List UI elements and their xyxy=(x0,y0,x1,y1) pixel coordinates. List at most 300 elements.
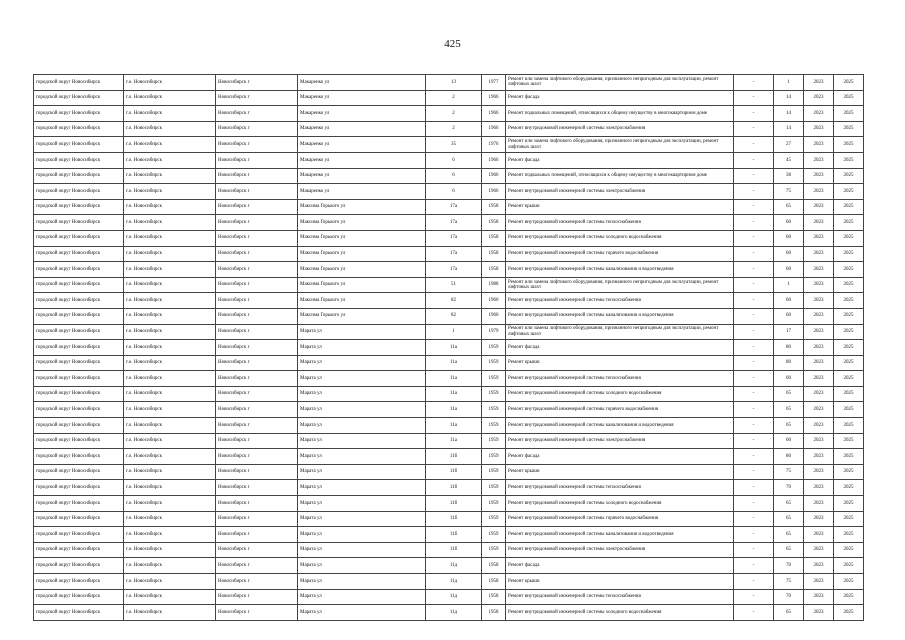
municipality-cell: городской округ Новосибирск xyxy=(34,480,124,496)
house-cell: 11б xyxy=(426,480,482,496)
volume-cell: 70 xyxy=(774,480,804,496)
start-year-cell: 2023 xyxy=(804,230,834,246)
year-cell: 1959 xyxy=(482,340,506,356)
city-cell: Новосибирск г xyxy=(216,324,298,340)
table-row xyxy=(34,574,864,590)
end-year-cell: 2025 xyxy=(834,262,864,278)
settlement-cell: г.о. Новосибирск xyxy=(124,184,216,200)
street-cell: Марата ул xyxy=(298,402,426,418)
settlement-cell: г.о. Новосибирск xyxy=(124,277,216,293)
volume-cell: 14 xyxy=(774,106,804,122)
table-row xyxy=(34,371,864,387)
end-year-cell: 2025 xyxy=(834,527,864,543)
street-cell: Марата ул xyxy=(298,574,426,590)
municipality-cell: городской округ Новосибирск xyxy=(34,589,124,605)
start-year-cell: 2023 xyxy=(804,480,834,496)
dash-cell: - xyxy=(734,137,774,153)
settlement-cell: г.о. Новосибирск xyxy=(124,199,216,215)
settlement-cell: г.о. Новосибирск xyxy=(124,355,216,371)
city-cell: Новосибирск г xyxy=(216,355,298,371)
volume-cell: 65 xyxy=(774,402,804,418)
year-cell: 1959 xyxy=(482,386,506,402)
work-type-cell: Ремонт внутридомовой инженерной системы теплоснабжения xyxy=(506,371,734,387)
street-cell: Марата ул xyxy=(298,589,426,605)
volume-cell: 70 xyxy=(774,589,804,605)
house-cell: 11д xyxy=(426,605,482,621)
city-cell: Новосибирск г xyxy=(216,542,298,558)
municipality-cell: городской округ Новосибирск xyxy=(34,168,124,184)
start-year-cell: 2023 xyxy=(804,121,834,137)
house-cell: 51 xyxy=(426,277,482,293)
volume-cell: 14 xyxy=(774,121,804,137)
start-year-cell: 2023 xyxy=(804,386,834,402)
house-cell: 17а xyxy=(426,215,482,231)
year-cell: 1959 xyxy=(482,433,506,449)
city-cell: Новосибирск г xyxy=(216,277,298,293)
dash-cell: - xyxy=(734,199,774,215)
house-cell: 35 xyxy=(426,137,482,153)
end-year-cell: 2025 xyxy=(834,293,864,309)
start-year-cell: 2023 xyxy=(804,199,834,215)
street-cell: Макаренко ул xyxy=(298,75,426,91)
work-type-cell: Ремонт крыши xyxy=(506,464,734,480)
table-row xyxy=(34,75,864,91)
dash-cell: - xyxy=(734,324,774,340)
street-cell: Макаренко ул xyxy=(298,121,426,137)
settlement-cell: г.о. Новосибирск xyxy=(124,402,216,418)
settlement-cell: г.о. Новосибирск xyxy=(124,511,216,527)
table-row xyxy=(34,340,864,356)
end-year-cell: 2025 xyxy=(834,106,864,122)
start-year-cell: 2023 xyxy=(804,418,834,434)
work-type-cell: Ремонт или замена лифтового оборудования, признанного непригодным для эксплуатации, ремонт лифтовых шахт xyxy=(506,75,734,91)
volume-cell: 65 xyxy=(774,418,804,434)
year-cell: 1958 xyxy=(482,574,506,590)
volume-cell: 65 xyxy=(774,199,804,215)
work-type-cell: Ремонт внутридомовой инженерной системы теплоснабжения xyxy=(506,293,734,309)
dash-cell: - xyxy=(734,433,774,449)
end-year-cell: 2025 xyxy=(834,496,864,512)
table-row xyxy=(34,480,864,496)
volume-cell: 1 xyxy=(774,277,804,293)
street-cell: Макаренко ул xyxy=(298,152,426,168)
work-type-cell: Ремонт внутридомовой инженерной системы канализования и водоотведения xyxy=(506,527,734,543)
table-row xyxy=(34,106,864,122)
year-cell: 1976 xyxy=(482,137,506,153)
city-cell: Новосибирск г xyxy=(216,215,298,231)
work-type-cell: Ремонт внутридомовой инженерной системы канализования и водоотведения xyxy=(506,418,734,434)
street-cell: Макаренко ул xyxy=(298,184,426,200)
start-year-cell: 2023 xyxy=(804,589,834,605)
table-row xyxy=(34,589,864,605)
street-cell: Марата ул xyxy=(298,324,426,340)
work-type-cell: Ремонт внутридомовой инженерной системы канализования и водоотведения xyxy=(506,308,734,324)
city-cell: Новосибирск г xyxy=(216,137,298,153)
city-cell: Новосибирск г xyxy=(216,168,298,184)
year-cell: 1966 xyxy=(482,168,506,184)
dash-cell: - xyxy=(734,152,774,168)
start-year-cell: 2023 xyxy=(804,464,834,480)
city-cell: Новосибирск г xyxy=(216,605,298,621)
end-year-cell: 2025 xyxy=(834,464,864,480)
year-cell: 1966 xyxy=(482,184,506,200)
year-cell: 1958 xyxy=(482,230,506,246)
table-row xyxy=(34,308,864,324)
street-cell: Макаренко ул xyxy=(298,168,426,184)
dash-cell: - xyxy=(734,90,774,106)
work-type-cell: Ремонт внутридомовой инженерной системы холодного водоснабжения xyxy=(506,496,734,512)
street-cell: Максима Горького ул xyxy=(298,199,426,215)
city-cell: Новосибирск г xyxy=(216,106,298,122)
start-year-cell: 2023 xyxy=(804,308,834,324)
house-cell: 11д xyxy=(426,558,482,574)
work-type-cell: Ремонт внутридомовой инженерной системы электроснабжения xyxy=(506,542,734,558)
volume-cell: 17 xyxy=(774,324,804,340)
volume-cell: 80 xyxy=(774,340,804,356)
settlement-cell: г.о. Новосибирск xyxy=(124,558,216,574)
volume-cell: 65 xyxy=(774,542,804,558)
house-cell: 17а xyxy=(426,246,482,262)
house-cell: 1 xyxy=(426,324,482,340)
end-year-cell: 2025 xyxy=(834,371,864,387)
table-row xyxy=(34,90,864,106)
start-year-cell: 2023 xyxy=(804,542,834,558)
settlement-cell: г.о. Новосибирск xyxy=(124,371,216,387)
work-type-cell: Ремонт или замена лифтового оборудования, признанного непригодным для эксплуатации, ремонт лифтовых шахт xyxy=(506,324,734,340)
city-cell: Новосибирск г xyxy=(216,199,298,215)
municipality-cell: городской округ Новосибирск xyxy=(34,558,124,574)
municipality-cell: городской округ Новосибирск xyxy=(34,386,124,402)
settlement-cell: г.о. Новосибирск xyxy=(124,433,216,449)
street-cell: Марата ул xyxy=(298,464,426,480)
end-year-cell: 2025 xyxy=(834,168,864,184)
work-type-cell: Ремонт внутридомовой инженерной системы электроснабжения xyxy=(506,121,734,137)
volume-cell: 14 xyxy=(774,90,804,106)
street-cell: Марата ул xyxy=(298,527,426,543)
municipality-cell: городской округ Новосибирск xyxy=(34,137,124,153)
year-cell: 1958 xyxy=(482,199,506,215)
settlement-cell: г.о. Новосибирск xyxy=(124,527,216,543)
work-type-cell: Ремонт внутридомовой инженерной системы теплоснабжения xyxy=(506,480,734,496)
dash-cell: - xyxy=(734,371,774,387)
settlement-cell: г.о. Новосибирск xyxy=(124,589,216,605)
house-cell: 82 xyxy=(426,308,482,324)
municipality-cell: городской округ Новосибирск xyxy=(34,464,124,480)
municipality-cell: городской округ Новосибирск xyxy=(34,433,124,449)
volume-cell: 45 xyxy=(774,152,804,168)
table-row xyxy=(34,527,864,543)
house-cell: 11б xyxy=(426,464,482,480)
street-cell: Макаренко ул xyxy=(298,90,426,106)
house-cell: 11б xyxy=(426,511,482,527)
dash-cell: - xyxy=(734,589,774,605)
city-cell: Новосибирск г xyxy=(216,308,298,324)
end-year-cell: 2025 xyxy=(834,121,864,137)
house-cell: 11а xyxy=(426,340,482,356)
dash-cell: - xyxy=(734,293,774,309)
volume-cell: 65 xyxy=(774,386,804,402)
house-cell: 2 xyxy=(426,90,482,106)
settlement-cell: г.о. Новосибирск xyxy=(124,464,216,480)
city-cell: Новосибирск г xyxy=(216,340,298,356)
dash-cell: - xyxy=(734,215,774,231)
volume-cell: 60 xyxy=(774,230,804,246)
year-cell: 1959 xyxy=(482,355,506,371)
dash-cell: - xyxy=(734,246,774,262)
house-cell: 2 xyxy=(426,106,482,122)
start-year-cell: 2023 xyxy=(804,355,834,371)
house-cell: 13 xyxy=(426,75,482,91)
dash-cell: - xyxy=(734,449,774,465)
end-year-cell: 2025 xyxy=(834,184,864,200)
city-cell: Новосибирск г xyxy=(216,293,298,309)
start-year-cell: 2023 xyxy=(804,527,834,543)
street-cell: Марата ул xyxy=(298,480,426,496)
settlement-cell: г.о. Новосибирск xyxy=(124,137,216,153)
street-cell: Максима Горького ул xyxy=(298,246,426,262)
house-cell: 82 xyxy=(426,293,482,309)
volume-cell: 80 xyxy=(774,355,804,371)
volume-cell: 60 xyxy=(774,308,804,324)
settlement-cell: г.о. Новосибирск xyxy=(124,386,216,402)
settlement-cell: г.о. Новосибирск xyxy=(124,121,216,137)
street-cell: Марата ул xyxy=(298,605,426,621)
end-year-cell: 2025 xyxy=(834,480,864,496)
dash-cell: - xyxy=(734,355,774,371)
start-year-cell: 2023 xyxy=(804,293,834,309)
work-type-cell: Ремонт внутридомовой инженерной системы электроснабжения xyxy=(506,184,734,200)
city-cell: Новосибирск г xyxy=(216,574,298,590)
settlement-cell: г.о. Новосибирск xyxy=(124,496,216,512)
dash-cell: - xyxy=(734,75,774,91)
year-cell: 1958 xyxy=(482,605,506,621)
municipality-cell: городской округ Новосибирск xyxy=(34,542,124,558)
start-year-cell: 2023 xyxy=(804,90,834,106)
house-cell: 17а xyxy=(426,199,482,215)
municipality-cell: городской округ Новосибирск xyxy=(34,262,124,278)
volume-cell: 65 xyxy=(774,511,804,527)
work-type-cell: Ремонт внутридомовой инженерной системы горячего водоснабжения xyxy=(506,246,734,262)
start-year-cell: 2023 xyxy=(804,433,834,449)
table-row xyxy=(34,199,864,215)
dash-cell: - xyxy=(734,480,774,496)
city-cell: Новосибирск г xyxy=(216,246,298,262)
municipality-cell: городской округ Новосибирск xyxy=(34,75,124,91)
street-cell: Максима Горького ул xyxy=(298,308,426,324)
year-cell: 1958 xyxy=(482,589,506,605)
table-row xyxy=(34,449,864,465)
street-cell: Марата ул xyxy=(298,449,426,465)
municipality-cell: городской округ Новосибирск xyxy=(34,121,124,137)
table-row xyxy=(34,418,864,434)
end-year-cell: 2025 xyxy=(834,542,864,558)
start-year-cell: 2023 xyxy=(804,511,834,527)
table-row xyxy=(34,137,864,153)
dash-cell: - xyxy=(734,262,774,278)
municipality-cell: городской округ Новосибирск xyxy=(34,418,124,434)
end-year-cell: 2025 xyxy=(834,511,864,527)
table-row xyxy=(34,605,864,621)
end-year-cell: 2025 xyxy=(834,355,864,371)
dash-cell: - xyxy=(734,418,774,434)
street-cell: Макаренко ул xyxy=(298,137,426,153)
street-cell: Марата ул xyxy=(298,355,426,371)
dash-cell: - xyxy=(734,542,774,558)
table-row xyxy=(34,355,864,371)
settlement-cell: г.о. Новосибирск xyxy=(124,106,216,122)
settlement-cell: г.о. Новосибирск xyxy=(124,293,216,309)
dash-cell: - xyxy=(734,184,774,200)
street-cell: Марата ул xyxy=(298,371,426,387)
volume-cell: 75 xyxy=(774,464,804,480)
volume-cell: 60 xyxy=(774,433,804,449)
work-type-cell: Ремонт крыши xyxy=(506,355,734,371)
municipality-cell: городской округ Новосибирск xyxy=(34,90,124,106)
municipality-cell: городской округ Новосибирск xyxy=(34,449,124,465)
start-year-cell: 2023 xyxy=(804,496,834,512)
end-year-cell: 2025 xyxy=(834,199,864,215)
start-year-cell: 2023 xyxy=(804,574,834,590)
volume-cell: 65 xyxy=(774,605,804,621)
table-row xyxy=(34,184,864,200)
city-cell: Новосибирск г xyxy=(216,511,298,527)
dash-cell: - xyxy=(734,496,774,512)
work-type-cell: Ремонт внутридомовой инженерной системы электроснабжения xyxy=(506,433,734,449)
volume-cell: 75 xyxy=(774,184,804,200)
municipality-cell: городской округ Новосибирск xyxy=(34,355,124,371)
start-year-cell: 2023 xyxy=(804,106,834,122)
street-cell: Максима Горького ул xyxy=(298,230,426,246)
table-row xyxy=(34,558,864,574)
volume-cell: 65 xyxy=(774,496,804,512)
city-cell: Новосибирск г xyxy=(216,496,298,512)
table-row xyxy=(34,230,864,246)
city-cell: Новосибирск г xyxy=(216,152,298,168)
year-cell: 1958 xyxy=(482,262,506,278)
table-row xyxy=(34,542,864,558)
municipality-cell: городской округ Новосибирск xyxy=(34,527,124,543)
page-number: 425 xyxy=(444,38,461,50)
municipality-cell: городской округ Новосибирск xyxy=(34,215,124,231)
municipality-cell: городской округ Новосибирск xyxy=(34,340,124,356)
year-cell: 1958 xyxy=(482,246,506,262)
street-cell: Максима Горького ул xyxy=(298,262,426,278)
dash-cell: - xyxy=(734,402,774,418)
end-year-cell: 2025 xyxy=(834,137,864,153)
dash-cell: - xyxy=(734,340,774,356)
municipality-cell: городской округ Новосибирск xyxy=(34,293,124,309)
street-cell: Марата ул xyxy=(298,542,426,558)
start-year-cell: 2023 xyxy=(804,605,834,621)
house-cell: 6 xyxy=(426,152,482,168)
end-year-cell: 2025 xyxy=(834,558,864,574)
year-cell: 1959 xyxy=(482,542,506,558)
city-cell: Новосибирск г xyxy=(216,418,298,434)
work-type-cell: Ремонт подвальных помещений, относящихся к общему имуществу в многоквартирном доме xyxy=(506,168,734,184)
settlement-cell: г.о. Новосибирск xyxy=(124,574,216,590)
work-type-cell: Ремонт фасада xyxy=(506,558,734,574)
end-year-cell: 2025 xyxy=(834,605,864,621)
work-type-cell: Ремонт внутридомовой инженерной системы теплоснабжения xyxy=(506,589,734,605)
house-cell: 11а xyxy=(426,386,482,402)
work-type-cell: Ремонт внутридомовой инженерной системы горячего водоснабжения xyxy=(506,402,734,418)
municipality-cell: городской округ Новосибирск xyxy=(34,511,124,527)
dash-cell: - xyxy=(734,574,774,590)
municipality-cell: городской округ Новосибирск xyxy=(34,106,124,122)
start-year-cell: 2023 xyxy=(804,277,834,293)
house-cell: 11б xyxy=(426,496,482,512)
year-cell: 1958 xyxy=(482,215,506,231)
work-type-cell: Ремонт подвальных помещений, относящихся к общему имуществу в многоквартирном доме xyxy=(506,106,734,122)
capital-repair-table xyxy=(33,74,864,621)
end-year-cell: 2025 xyxy=(834,449,864,465)
settlement-cell: г.о. Новосибирск xyxy=(124,215,216,231)
work-type-cell: Ремонт крыши xyxy=(506,199,734,215)
city-cell: Новосибирск г xyxy=(216,75,298,91)
street-cell: Марата ул xyxy=(298,418,426,434)
volume-cell: 80 xyxy=(774,449,804,465)
table-row xyxy=(34,246,864,262)
city-cell: Новосибирск г xyxy=(216,230,298,246)
start-year-cell: 2023 xyxy=(804,449,834,465)
work-type-cell: Ремонт внутридомовой инженерной системы холодного водоснабжения xyxy=(506,605,734,621)
dash-cell: - xyxy=(734,121,774,137)
year-cell: 1979 xyxy=(482,324,506,340)
dash-cell: - xyxy=(734,230,774,246)
start-year-cell: 2023 xyxy=(804,402,834,418)
work-type-cell: Ремонт внутридомовой инженерной системы холодного водоснабжения xyxy=(506,386,734,402)
year-cell: 1988 xyxy=(482,277,506,293)
work-type-cell: Ремонт фасада xyxy=(506,90,734,106)
year-cell: 1960 xyxy=(482,293,506,309)
city-cell: Новосибирск г xyxy=(216,449,298,465)
volume-cell: 75 xyxy=(774,574,804,590)
municipality-cell: городской округ Новосибирск xyxy=(34,199,124,215)
volume-cell: 70 xyxy=(774,558,804,574)
year-cell: 1959 xyxy=(482,402,506,418)
dash-cell: - xyxy=(734,511,774,527)
city-cell: Новосибирск г xyxy=(216,386,298,402)
year-cell: 1960 xyxy=(482,308,506,324)
table-row xyxy=(34,277,864,293)
table-row xyxy=(34,215,864,231)
municipality-cell: городской округ Новосибирск xyxy=(34,308,124,324)
end-year-cell: 2025 xyxy=(834,574,864,590)
table-row xyxy=(34,152,864,168)
volume-cell: 60 xyxy=(774,215,804,231)
end-year-cell: 2025 xyxy=(834,230,864,246)
year-cell: 1966 xyxy=(482,106,506,122)
volume-cell: 60 xyxy=(774,262,804,278)
work-type-cell: Ремонт внутридомовой инженерной системы холодного водоснабжения xyxy=(506,230,734,246)
city-cell: Новосибирск г xyxy=(216,121,298,137)
city-cell: Новосибирск г xyxy=(216,433,298,449)
house-cell: 11а xyxy=(426,371,482,387)
house-cell: 11б xyxy=(426,527,482,543)
year-cell: 1977 xyxy=(482,75,506,91)
municipality-cell: городской округ Новосибирск xyxy=(34,184,124,200)
municipality-cell: городской округ Новосибирск xyxy=(34,371,124,387)
municipality-cell: городской округ Новосибирск xyxy=(34,246,124,262)
municipality-cell: городской округ Новосибирск xyxy=(34,324,124,340)
year-cell: 1959 xyxy=(482,511,506,527)
settlement-cell: г.о. Новосибирск xyxy=(124,324,216,340)
year-cell: 1959 xyxy=(482,371,506,387)
street-cell: Максима Горького ул xyxy=(298,215,426,231)
street-cell: Марата ул xyxy=(298,496,426,512)
house-cell: 11д xyxy=(426,589,482,605)
settlement-cell: г.о. Новосибирск xyxy=(124,262,216,278)
